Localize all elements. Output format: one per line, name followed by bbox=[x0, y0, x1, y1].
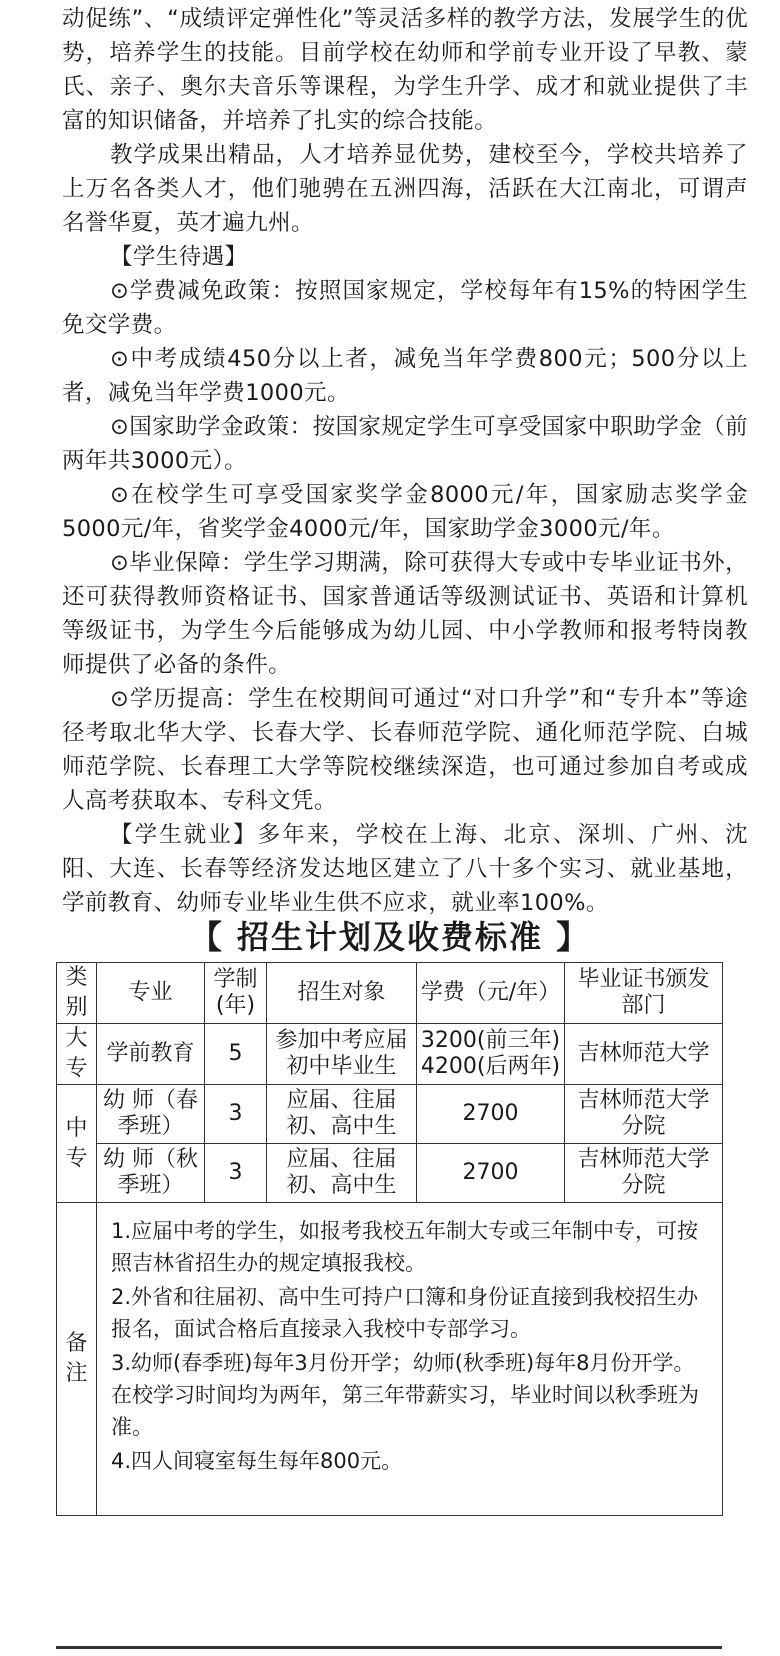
note-item: 2.外省和往届初、高中生可持户口簿和身份证直接到我校招生办报名，面试合格后直接录入我校中专部学习。 bbox=[111, 1285, 699, 1341]
paragraph-achievements: 教学成果出精品，人才培养显优势，建校至今，学校共培养了上万名各类人才，他们驰骋在五洲四海，活跃在大江南北，可谓声名誉华夏，英才遍九州。 bbox=[62, 142, 748, 236]
heading-student-benefits: 【学生待遇】 bbox=[110, 244, 248, 270]
cell-years: 5 bbox=[205, 1024, 267, 1085]
paragraph-tuition-waiver: ⊙学费减免政策：按照国家规定，学校每年有15%的特困学生免交学费。 bbox=[62, 278, 748, 338]
cell-category: 大专 bbox=[57, 1024, 97, 1085]
table-row bbox=[57, 1144, 723, 1203]
enrollment-fee-table bbox=[56, 962, 723, 1516]
notes-label: 备注 bbox=[57, 1203, 97, 1516]
cell-fee: 2700 bbox=[417, 1144, 565, 1203]
header-category: 类别 bbox=[57, 963, 97, 1024]
cell-major: 幼 师（秋季班） bbox=[97, 1144, 205, 1203]
cell-issuer: 吉林师范大学分院 bbox=[565, 1085, 723, 1144]
header-issuer: 毕业证书颁发部门 bbox=[565, 963, 723, 1024]
section-title: 【 招生计划及收费标准 】 bbox=[189, 918, 591, 956]
paragraph-graduation-guarantee: ⊙毕业保障：学生学习期满，除可获得大专或中专毕业证书外，还可获得教师资格证书、国家普通话等级测试证书、英语和计算机等级证书，为学生今后能够成为幼儿园、中小学教师和报考特岗教师提供了必备的条件。 bbox=[62, 550, 748, 678]
header-years: 学制(年) bbox=[205, 963, 267, 1024]
notes-cell bbox=[97, 1203, 723, 1516]
body-text bbox=[0, 2, 780, 920]
notes-row bbox=[57, 1203, 723, 1516]
cell-target: 参加中考应届初中毕业生 bbox=[267, 1024, 417, 1085]
paragraph-exam-score-waiver: ⊙中考成绩450分以上者，减免当年学费800元；500分以上者，减免当年学费1000元。 bbox=[62, 346, 748, 406]
header-major: 专业 bbox=[97, 963, 205, 1024]
header-target: 招生对象 bbox=[267, 963, 417, 1024]
paragraph-national-grant: ⊙国家助学金政策：按国家规定学生可享受国家中职助学金（前两年共3000元）。 bbox=[62, 414, 748, 474]
note-item: 3.幼师(春季班)每年3月份开学；幼师(秋季班)每年8月份开学。在校学习时间均为两年，第三年带薪实习，毕业时间以秋季班为准。 bbox=[111, 1351, 699, 1439]
cell-years: 3 bbox=[205, 1144, 267, 1203]
paragraph-further-education: ⊙学历提高：学生在校期间可通过“对口升学”和“专升本”等途径考取北华大学、长春大学、长春师范学院、通化师范学院、白城师范学院、长春理工大学等院校继续深造，也可通过参加自考或成人高考获取本、专科文凭。 bbox=[62, 686, 748, 814]
bottom-divider bbox=[56, 1646, 722, 1649]
table-row bbox=[57, 1085, 723, 1144]
cell-fee: 3200(前三年) 4200(后两年) bbox=[417, 1024, 565, 1085]
cell-issuer: 吉林师范大学分院 bbox=[565, 1144, 723, 1203]
paragraph-teaching-methods: 动促练”、“成绩评定弹性化”等灵活多样的教学方法，发展学生的优势，培养学生的技能。目前学校在幼师和学前专业开设了早教、蒙氏、亲子、奥尔夫音乐等课程，为学生升学、成才和就业提供了丰富的知识储备，并培养了扎实的综合技能。 bbox=[62, 6, 748, 134]
paragraph-scholarships: ⊙在校学生可享受国家奖学金8000元/年，国家励志奖学金5000元/年，省奖学金4000元/年，国家助学金3000元/年。 bbox=[62, 482, 748, 542]
paragraph-employment: 【学生就业】多年来，学校在上海、北京、深圳、广州、沈阳、大连、长春等经济发达地区建立了八十多个实习、就业基地，学前教育、幼师专业毕业生供不应求，就业率100%。 bbox=[62, 822, 748, 916]
table-header-row bbox=[57, 963, 723, 1024]
cell-category: 中专 bbox=[57, 1085, 97, 1203]
cell-major: 幼 师（春季班） bbox=[97, 1085, 205, 1144]
note-item: 1.应届中考的学生，如报考我校五年制大专或三年制中专，可按照吉林省招生办的规定填报我校。 bbox=[111, 1219, 699, 1275]
cell-issuer: 吉林师范大学 bbox=[565, 1024, 723, 1085]
cell-fee: 2700 bbox=[417, 1085, 565, 1144]
cell-major: 学前教育 bbox=[97, 1024, 205, 1085]
header-fee: 学费（元/年） bbox=[417, 963, 565, 1024]
note-item: 4.四人间寝室每生每年800元。 bbox=[111, 1449, 403, 1473]
cell-target: 应届、往届初、高中生 bbox=[267, 1144, 417, 1203]
cell-years: 3 bbox=[205, 1085, 267, 1144]
cell-target: 应届、往届初、高中生 bbox=[267, 1085, 417, 1144]
table-row bbox=[57, 1024, 723, 1085]
